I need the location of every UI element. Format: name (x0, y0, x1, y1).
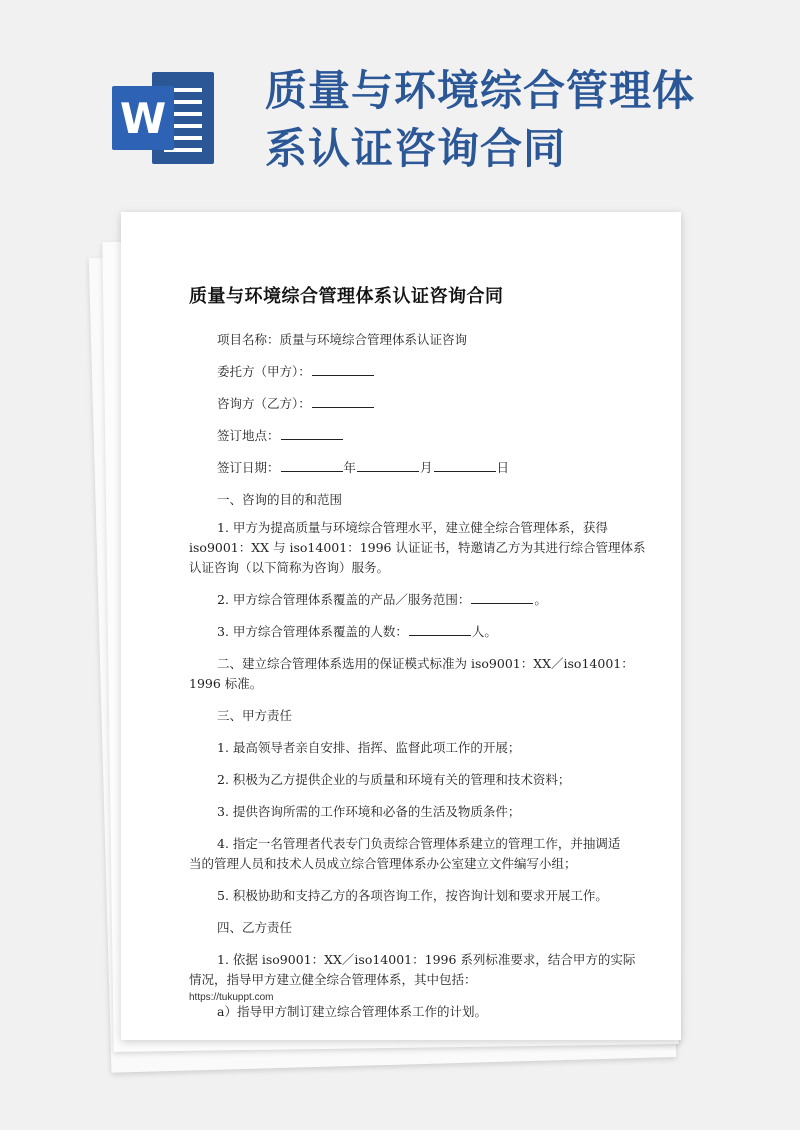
project-name-field: 项目名称：质量与环境综合管理体系认证咨询 (217, 332, 468, 347)
header (0, 0, 800, 200)
year-blank (281, 458, 343, 472)
date-label: 签订日期： (217, 460, 280, 475)
section-3-item-4-line-2: 当的管理人员和技术人员成立综合管理体系办公室建立文件编写小组； (189, 856, 577, 871)
scope-blank (471, 590, 533, 604)
section-2-line-1: 二、建立综合管理体系选用的保证模式标准为 iso9001：XX／iso14001： (217, 656, 634, 671)
place-field (189, 426, 344, 446)
section-3-item-5: 5. 积极协助和支持乙方的各项咨询工作，按咨询计划和要求开展工作。 (217, 888, 608, 903)
section-2-line-2: 1996 标准。 (189, 676, 263, 691)
word-document-icon (112, 72, 214, 164)
section-4-item-1-line-2: 情况，指导甲方建立健全综合管理体系，其中包括： (189, 972, 477, 987)
consultant-blank (312, 394, 374, 408)
section-1-para-1-line-2: iso9001：XX 与 iso14001：1996 认证证书，特邀请乙方为其进行综合管理体系 (189, 540, 646, 555)
day-label: 日 (496, 460, 510, 475)
month-blank (357, 458, 419, 472)
section-1-para-1-line-1: 1. 甲方为提高质量与环境综合管理水平，建立健全综合管理体系，获得 (217, 520, 608, 535)
section-3-item-4-line-1: 4. 指定一名管理者代表专门负责综合管理体系建立的管理工作，并抽调适 (217, 836, 621, 851)
section-3-heading: 三、甲方责任 (217, 708, 293, 723)
consultant-label: 咨询方（乙方）： (217, 396, 311, 411)
day-blank (434, 458, 496, 472)
place-blank (281, 426, 343, 440)
document-title: 质量与环境综合管理体系认证咨询合同 (189, 286, 504, 307)
section-1-para-1-line-3: 认证咨询（以下简称为咨询）服务。 (189, 560, 390, 575)
section-3-item-2: 2. 积极为乙方提供企业的与质量和环境有关的管理和技术资料； (217, 772, 571, 787)
source-url: https://tukuppt.com (189, 992, 274, 1003)
client-field (189, 362, 375, 382)
section-3-item-3: 3. 提供咨询所需的工作环境和必备的生活及物质条件； (217, 804, 521, 819)
consultant-field (189, 394, 375, 414)
place-label: 签订地点： (217, 428, 280, 443)
headcount-blank (409, 622, 471, 636)
section-1-para-2-end: 。 (534, 592, 547, 607)
section-1-para-3-text: 3. 甲方综合管理体系覆盖的人数： (217, 624, 408, 639)
month-label: 月 (420, 460, 433, 475)
section-1-heading: 一、咨询的目的和范围 (217, 492, 343, 507)
section-1-para-2 (189, 590, 547, 610)
word-w-badge: W (112, 86, 174, 150)
page-title-line-2: 系认证咨询合同 (265, 124, 567, 173)
client-blank (312, 362, 374, 376)
page-title-line-1: 质量与环境综合管理体 (265, 66, 696, 115)
section-1-para-3-end: 人。 (471, 624, 497, 639)
document-page (121, 212, 681, 1040)
section-1-para-2-text: 2. 甲方综合管理体系覆盖的产品／服务范围： (217, 592, 471, 607)
section-1-para-3 (189, 622, 497, 642)
section-4-item-2: a）指导甲方制订建立综合管理体系工作的计划。 (217, 1004, 487, 1019)
section-3-item-1: 1. 最高领导者亲自安排、指挥、监督此项工作的开展； (217, 740, 521, 755)
year-label: 年 (343, 460, 357, 475)
page-title (265, 62, 705, 178)
section-4-item-1-line-1: 1. 依据 iso9001：XX／iso14001：1996 系列标准要求，结合甲方的实际 (217, 952, 636, 967)
client-label: 委托方（甲方）： (217, 364, 311, 379)
date-field (189, 458, 509, 478)
section-4-heading: 四、乙方责任 (217, 920, 293, 935)
